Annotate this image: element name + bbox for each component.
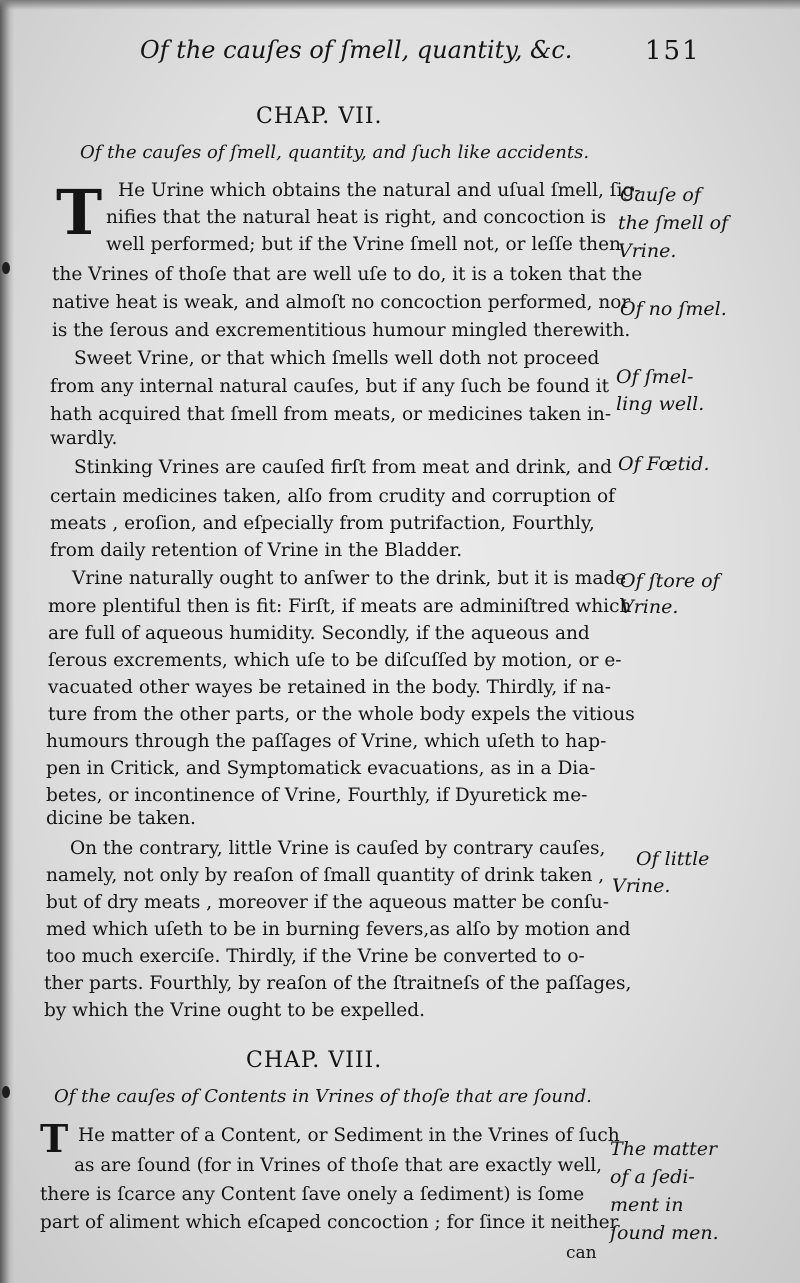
running-head: Of the cauſes of ſmell, quantity, &c. [140,36,573,64]
text-line: betes, or incontinence of Vrine, Fourthly, if Dyuretick me- [46,785,588,806]
margin-note: Vrine. [620,596,679,618]
margin-note: ling well. [616,393,705,415]
text-line: is the ſerous and excrementitious humour mingled therewith. [52,320,631,341]
chapter-subtitle: Of the cauſes of ſmell, quantity, and ſuch like accidents. [80,142,590,163]
margin-note: Cauſe of [620,184,701,206]
text-line: too much exerciſe. Thirdly, if the Vrine be converted to o- [46,946,585,967]
drop-cap: T [40,1116,69,1161]
text-line: On the contrary, little Vrine is cauſed by contrary cauſes, [70,838,606,859]
text-line: certain medicines taken, alſo from crudity and corruption of [50,486,615,507]
text-line: Stinking Vrines are cauſed firſt from meat and drink, and [74,457,612,478]
margin-note: The matter [610,1138,718,1160]
text-line: there is ſcarce any Content ſave onely a ſediment) is ſome [40,1184,585,1205]
margin-note: the ſmell of [618,212,729,234]
margin-note: Of no ſmel. [620,298,727,320]
text-line: humours through the paſſages of Vrine, which uſeth to hap- [46,731,607,752]
text-line: Sweet Vrine, or that which ſmells well doth not proceed [74,348,600,369]
margin-note: Vrine. [612,875,671,897]
text-line: dicine be taken. [46,808,196,829]
text-line: meats , eroſion, and eſpecially from putrifaction, Fourthly, [50,513,595,534]
chapter-subtitle: Of the cauſes of Contents in Vrines of thoſe that are ſound. [54,1086,592,1107]
text-line: ture from the other parts, or the whole body expels the vitious [48,704,635,725]
text-line: vacuated other wayes be retained in the body. Thirdly, if na- [48,677,611,698]
text-line: He Urine which obtains the natural and uſual ſmell, ſig- [118,180,641,201]
margin-note: Of Fœtid. [618,453,710,475]
text-line: native heat is weak, and almoſt no concoction performed, nor [52,292,631,313]
chapter-title: CHAP. VII. [256,104,383,129]
text-line: but of dry meats , moreover if the aqueous matter be conſu- [46,892,609,913]
text-line: more plentiful then is fit: Firſt, if meats are adminiſtred which [48,596,632,617]
chapter-title: CHAP. VIII. [246,1048,383,1073]
text-line: part of aliment which eſcaped concoction ; for ſince it neither [40,1212,619,1233]
text-line: hath acquired that ſmell from meats, or medicines taken in- [50,404,612,425]
text-line: nifies that the natural heat is right, and concoction is [106,207,607,228]
text-line: pen in Critick, and Symptomatick evacuations, as in a Dia- [46,758,596,779]
text-line: well performed; but if the Vrine ſmell not, or leſſe then [106,234,621,255]
text-line: Vrine naturally ought to anſwer to the drink, but it is made [72,568,627,589]
text-line: by which the Vrine ought to be expelled. [44,1000,425,1021]
text-line: from any internal natural cauſes, but if any ſuch be found it [50,376,610,397]
ink-blot [2,262,10,274]
margin-note: ſound men. [610,1222,719,1244]
text-line: ſerous excrements, which uſe to be diſcuſſed by motion, or e- [48,650,622,671]
margin-note: Of ſtore of [620,570,720,592]
text-line: are full of aqueous humidity. Secondly, if the aqueous and [48,623,590,644]
drop-cap: T [56,176,103,249]
margin-note: Of little [636,848,710,870]
text-line: the Vrines of thoſe that are well uſe to do, it is a token that the [52,264,643,285]
margin-note: Of ſmel- [616,366,694,388]
margin-note: Vrine. [618,240,677,262]
ink-blot [2,1086,10,1098]
margin-note: ment in [610,1194,684,1216]
text-line: ther parts. Fourthly, by reaſon of the ſtraitneſs of the paſſages, [44,973,632,994]
page-top-shadow [0,0,800,10]
text-line: as are ſound (for in Vrines of thoſe that are exactly well, [74,1155,603,1176]
page-number: 151 [645,36,701,66]
text-line: wardly. [50,428,118,449]
text-line: med which uſeth to be in burning fevers,as alſo by motion and [46,919,631,940]
margin-note: of a ſedi- [610,1166,695,1188]
catchword: can [566,1243,597,1263]
text-line: from daily retention of Vrine in the Bladder. [50,540,463,561]
text-line: namely, not only by reaſon of ſmall quantity of drink taken , [46,865,605,886]
text-line: He matter of a Content, or Sediment in the Vrines of ſuch [78,1125,620,1146]
